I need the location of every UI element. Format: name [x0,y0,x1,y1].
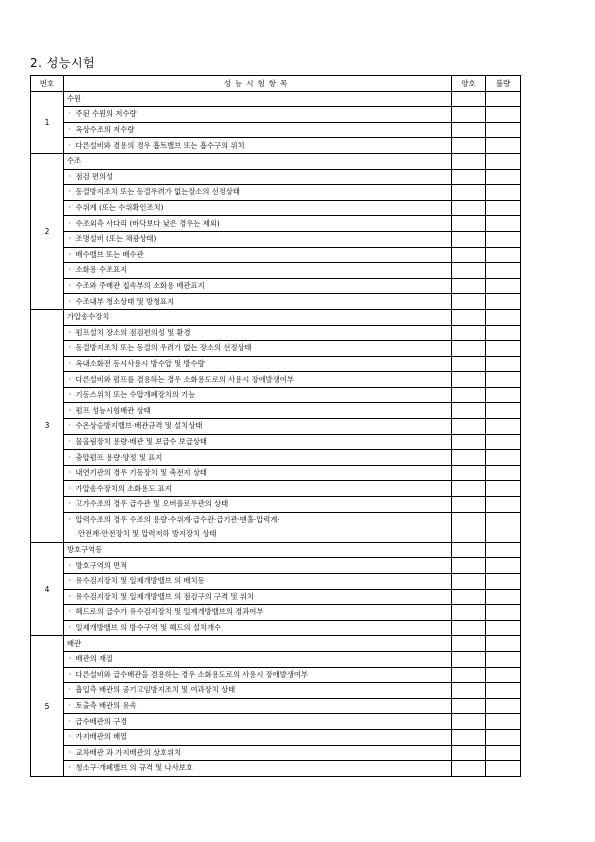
table-row [31,200,521,216]
bad-check-cell[interactable] [486,278,521,294]
bad-check-cell[interactable] [486,341,521,357]
table-row [31,325,521,341]
bullet-icon: ◦ [68,717,72,725]
test-item-text: 유수검지장치 및 일제개방밸브 의 점검구의 구격 및 위치 [75,591,254,601]
test-item [64,247,452,263]
section-number: 1 [31,91,64,153]
good-check-cell[interactable] [452,605,486,621]
section-category: 배관 [64,636,452,652]
section-row [31,636,521,652]
table-row [31,683,521,699]
table-row [31,185,521,201]
performance-test-table [30,75,521,777]
table-row [31,122,521,138]
test-item [64,620,452,636]
good-check-cell[interactable] [452,216,486,232]
test-item-text: 다른설비와 급수배관을 겸용하는 경우 소화용도로의 사용시 장애발생여부 [75,669,308,679]
bullet-icon: ◦ [68,126,72,134]
test-item-text: 흡입측 배관의 공기고임방지조치 및 여과장치 상태 [75,685,236,695]
bad-check-cell[interactable] [486,231,521,247]
table-row [31,387,521,403]
section-number: 3 [31,309,64,542]
bullet-icon: ◦ [68,655,72,663]
test-item-text: 수위계 (또는 수위확인조치) [75,203,164,213]
test-item [64,589,452,605]
bullet-icon: ◦ [68,204,72,212]
test-item-text: 배수밸브 또는 배수관 [75,249,144,259]
table-row [31,450,521,466]
test-item [64,325,452,341]
good-check-cell[interactable] [452,356,486,372]
test-item-text: 교차배관 과 가지배관의 상호위치 [75,747,182,757]
good-check-cell[interactable] [452,278,486,294]
bad-check-cell[interactable] [486,558,521,574]
test-item [64,698,452,714]
test-item-text: 소화용 수조표지 [75,265,128,275]
bad-check-cell[interactable] [486,91,521,107]
table-row [31,263,521,279]
table-row [31,294,521,310]
good-check-cell[interactable] [452,683,486,699]
table-row [31,419,521,435]
test-item [64,481,452,497]
good-check-cell[interactable] [452,636,486,652]
test-item [64,497,452,513]
bullet-icon: ◦ [68,437,72,445]
test-item [64,574,452,590]
bad-check-cell[interactable] [486,542,521,558]
bad-check-cell[interactable] [486,216,521,232]
section-row [31,542,521,558]
good-check-cell[interactable] [452,403,486,419]
test-item-text: 수조외측 사다리 (바닥보다 낮은 경우는 제외) [75,218,220,228]
table-row [31,247,521,263]
section-category: 수원 [64,91,452,107]
good-check-cell[interactable] [452,169,486,185]
good-check-cell[interactable] [452,91,486,107]
test-item [64,263,452,279]
good-check-cell[interactable] [452,481,486,497]
test-item-text: 청소구·개폐밸브 의 규격 및 나사보호 [75,763,193,773]
table-row [31,138,521,154]
test-item-text: 펌프설치 장소의 점검편의성 및 환경 [75,327,191,337]
good-check-cell[interactable] [452,512,486,542]
bullet-icon: ◦ [68,577,72,585]
bullet-icon: ◦ [68,608,72,616]
bullet-icon: ◦ [68,375,72,383]
good-check-cell[interactable] [452,497,486,513]
bad-check-cell[interactable] [486,107,521,123]
table-row [31,403,521,419]
bullet-icon: ◦ [68,141,72,149]
bullet-icon: ◦ [68,266,72,274]
bad-check-cell[interactable] [486,620,521,636]
test-item-text: 수온상승방지밸브·배관규격 및 설치상태 [75,421,203,431]
header-bad: 불량 [486,76,521,92]
table-row [31,231,521,247]
bad-check-cell[interactable] [486,309,521,325]
bad-check-cell[interactable] [486,372,521,388]
bad-check-cell[interactable] [486,497,521,513]
test-item-text: 유수검지장치 및 일제개방밸브 의 배치등 [75,576,205,586]
section-number: 5 [31,636,64,776]
bullet-icon: ◦ [68,469,72,477]
test-item-text: 가압송수장치의 소화용도 표지 [75,483,172,493]
bad-check-cell[interactable] [486,200,521,216]
good-check-cell[interactable] [452,589,486,605]
bad-check-cell[interactable] [486,761,521,777]
bad-check-cell[interactable] [486,698,521,714]
test-item [64,122,452,138]
test-item-text: 가지배관의 배열 [75,732,128,742]
test-item [64,465,452,481]
table-row [31,341,521,357]
header-good: 양호 [452,76,486,92]
bad-check-cell[interactable] [486,651,521,667]
test-item-text: 수조내부 청소상태 및 방청표지 [75,296,175,306]
test-item [64,216,452,232]
table-row [31,761,521,777]
test-item-text: 배관의 재질 [75,654,114,664]
bullet-icon: ◦ [68,235,72,243]
good-check-cell[interactable] [452,558,486,574]
bad-check-cell[interactable] [486,667,521,683]
bad-check-cell[interactable] [486,465,521,481]
bullet-icon: ◦ [68,172,72,180]
test-item [64,278,452,294]
table-row [31,729,521,745]
bullet-icon: ◦ [68,670,72,678]
section-category: 방호구역등 [64,542,452,558]
header-number: 번호 [31,76,64,92]
bad-check-cell[interactable] [486,356,521,372]
bad-check-cell[interactable] [486,714,521,730]
bullet-icon: ◦ [68,748,72,756]
section-category: 수조 [64,153,452,169]
bullet-icon: ◦ [68,686,72,694]
good-check-cell[interactable] [452,574,486,590]
section-title: 2. 성능시험 [30,56,96,70]
test-item [64,761,452,777]
table-row [31,605,521,621]
test-item [64,667,452,683]
good-check-cell[interactable] [452,745,486,761]
bad-check-cell[interactable] [486,729,521,745]
bad-check-cell[interactable] [486,294,521,310]
section-number: 4 [31,542,64,636]
good-check-cell[interactable] [452,294,486,310]
test-item-text: 옥상수조의 저수량 [75,125,135,135]
bad-check-cell[interactable] [486,434,521,450]
test-item-text: 수조와 주배관 접속부의 소화용 배관표지 [75,281,205,291]
table-row [31,589,521,605]
bad-check-cell[interactable] [486,574,521,590]
bullet-icon: ◦ [68,422,72,430]
table-header-row [31,76,521,92]
test-item-text: 다른설비와 펌프를 겸용하는 경우 소화용도로의 사용시 장애발생여부 [75,374,294,384]
bullet-icon: ◦ [68,500,72,508]
bad-check-cell[interactable] [486,683,521,699]
table-row [31,620,521,636]
good-check-cell[interactable] [452,372,486,388]
test-item-text: 물올림장치 용량·배관 및 보급수 보급상태 [75,436,207,446]
table-row [31,481,521,497]
section-category: 가압송수장치 [64,309,452,325]
test-item [64,107,452,123]
good-check-cell[interactable] [452,185,486,201]
test-item [64,372,452,388]
test-item-text: 옥내소화전 동시사용시 방수압 및 방수량 [75,358,205,368]
table-row [31,497,521,513]
test-item-text: 동결방지조치 또는 동결우려가 없는장소의 선정상태 [75,187,240,197]
test-item-text: 헤드로의 급수가 유수검지장치 및 일제개방밸브의 경과여부 [75,607,264,617]
table-row [31,714,521,730]
test-item [64,745,452,761]
bad-check-cell[interactable] [486,325,521,341]
bullet-icon: ◦ [68,297,72,305]
bad-check-cell[interactable] [486,636,521,652]
good-check-cell[interactable] [452,107,486,123]
bad-check-cell[interactable] [486,263,521,279]
good-check-cell[interactable] [452,231,486,247]
table-row [31,667,521,683]
good-check-cell[interactable] [452,153,486,169]
test-item-text-continued: 안전계·안전장치 및 압력저하 방지장치 상태 [78,529,217,539]
bad-check-cell[interactable] [486,745,521,761]
table-row [31,169,521,185]
table-row [31,372,521,388]
bullet-icon: ◦ [68,453,72,461]
bad-check-cell[interactable] [486,403,521,419]
test-item [64,185,452,201]
bullet-icon: ◦ [68,188,72,196]
test-item [64,403,452,419]
test-item [64,200,452,216]
table-row [31,216,521,232]
table-row [31,434,521,450]
good-check-cell[interactable] [452,434,486,450]
test-item [64,729,452,745]
good-check-cell[interactable] [452,729,486,745]
bad-check-cell[interactable] [486,419,521,435]
bad-check-cell[interactable] [486,153,521,169]
bad-check-cell[interactable] [486,512,521,542]
test-item-text: 다른설비와 겸용의 경우 흡트밸브 또는 흡수구의 위치 [75,140,245,150]
bullet-icon: ◦ [68,764,72,772]
section-number: 2 [31,153,64,309]
table-row [31,278,521,294]
bad-check-cell[interactable] [486,387,521,403]
bullet-icon: ◦ [68,250,72,258]
test-item-text: 급수배관의 구경 [75,716,128,726]
test-item [64,387,452,403]
test-item [64,231,452,247]
test-item [64,169,452,185]
test-item-text: 동결방지조치 또는 동결의 우려가 없는 장소의 선정상태 [75,343,252,353]
test-item [64,558,452,574]
good-check-cell[interactable] [452,651,486,667]
good-check-cell[interactable] [452,200,486,216]
test-item-text: 일제개방밸브 의 방수구역 및 헤드의 설치개수 [75,623,222,633]
test-item [64,356,452,372]
bad-check-cell[interactable] [486,605,521,621]
bad-check-cell[interactable] [486,589,521,605]
table-row [31,558,521,574]
test-item [64,450,452,466]
table-row [31,574,521,590]
good-check-cell[interactable] [452,325,486,341]
table-row [31,356,521,372]
bad-check-cell[interactable] [486,450,521,466]
test-item-text: 압력수조의 경우 수조의 용량·수위계·급수관·급기관·맨홀·압력계· [75,514,280,524]
test-item [64,341,452,357]
test-item-text: 방호구역의 면적 [75,560,128,570]
test-item-text: 내연기관의 경우 기동장치 및 축전지 상태 [75,468,207,478]
test-item [64,434,452,450]
test-item [64,138,452,154]
bullet-icon: ◦ [68,406,72,414]
good-check-cell[interactable] [452,341,486,357]
bullet-icon: ◦ [68,624,72,632]
bullet-icon: ◦ [68,592,72,600]
good-check-cell[interactable] [452,542,486,558]
test-item [64,651,452,667]
test-item-text: 조명설비 (또는 채광상태) [75,234,157,244]
test-item-text: 기동스위치 또는 수압개폐장치의 기능 [75,390,196,400]
test-item-text: 충압펌프 용량·양정 및 표지 [75,452,163,462]
bad-check-cell[interactable] [486,138,521,154]
good-check-cell[interactable] [452,450,486,466]
good-check-cell[interactable] [452,309,486,325]
bullet-icon: ◦ [68,515,72,523]
test-item-text: 주된 수원의 저수량 [75,109,137,119]
bullet-icon: ◦ [68,359,72,367]
header-test-item: 성능시험항목 [64,76,452,92]
test-item [64,605,452,621]
table-row [31,745,521,761]
good-check-cell[interactable] [452,387,486,403]
bullet-icon: ◦ [68,484,72,492]
good-check-cell[interactable] [452,698,486,714]
good-check-cell[interactable] [452,247,486,263]
section-row [31,153,521,169]
bullet-icon: ◦ [68,344,72,352]
good-check-cell[interactable] [452,465,486,481]
table-row [31,698,521,714]
bullet-icon: ◦ [68,391,72,399]
bad-check-cell[interactable] [486,247,521,263]
table-row [31,107,521,123]
test-item-text: 펌프 성능시험배관 상태 [75,405,151,415]
good-check-cell[interactable] [452,263,486,279]
bullet-icon: ◦ [68,110,72,118]
bad-check-cell[interactable] [486,122,521,138]
bullet-icon: ◦ [68,328,72,336]
section-row [31,91,521,107]
bad-check-cell[interactable] [486,169,521,185]
test-item [64,714,452,730]
good-check-cell[interactable] [452,419,486,435]
bad-check-cell[interactable] [486,481,521,497]
good-check-cell[interactable] [452,122,486,138]
table-row [31,512,521,542]
bullet-icon: ◦ [68,282,72,290]
bullet-icon: ◦ [68,219,72,227]
test-item-text: 점검 편의성 [75,171,114,181]
test-item [64,512,452,542]
bullet-icon: ◦ [68,561,72,569]
test-item [64,683,452,699]
table-row [31,651,521,667]
table-row [31,465,521,481]
test-item-text: 고가수조의 경우 급수관 및 오버플로우관의 상태 [75,499,229,509]
bullet-icon: ◦ [68,733,72,741]
good-check-cell[interactable] [452,714,486,730]
good-check-cell[interactable] [452,138,486,154]
bullet-icon: ◦ [68,702,72,710]
good-check-cell[interactable] [452,761,486,777]
test-item [64,419,452,435]
good-check-cell[interactable] [452,620,486,636]
section-row [31,309,521,325]
good-check-cell[interactable] [452,667,486,683]
test-item-text: 토출측 배관의 유속 [75,701,137,711]
test-item [64,294,452,310]
bad-check-cell[interactable] [486,185,521,201]
